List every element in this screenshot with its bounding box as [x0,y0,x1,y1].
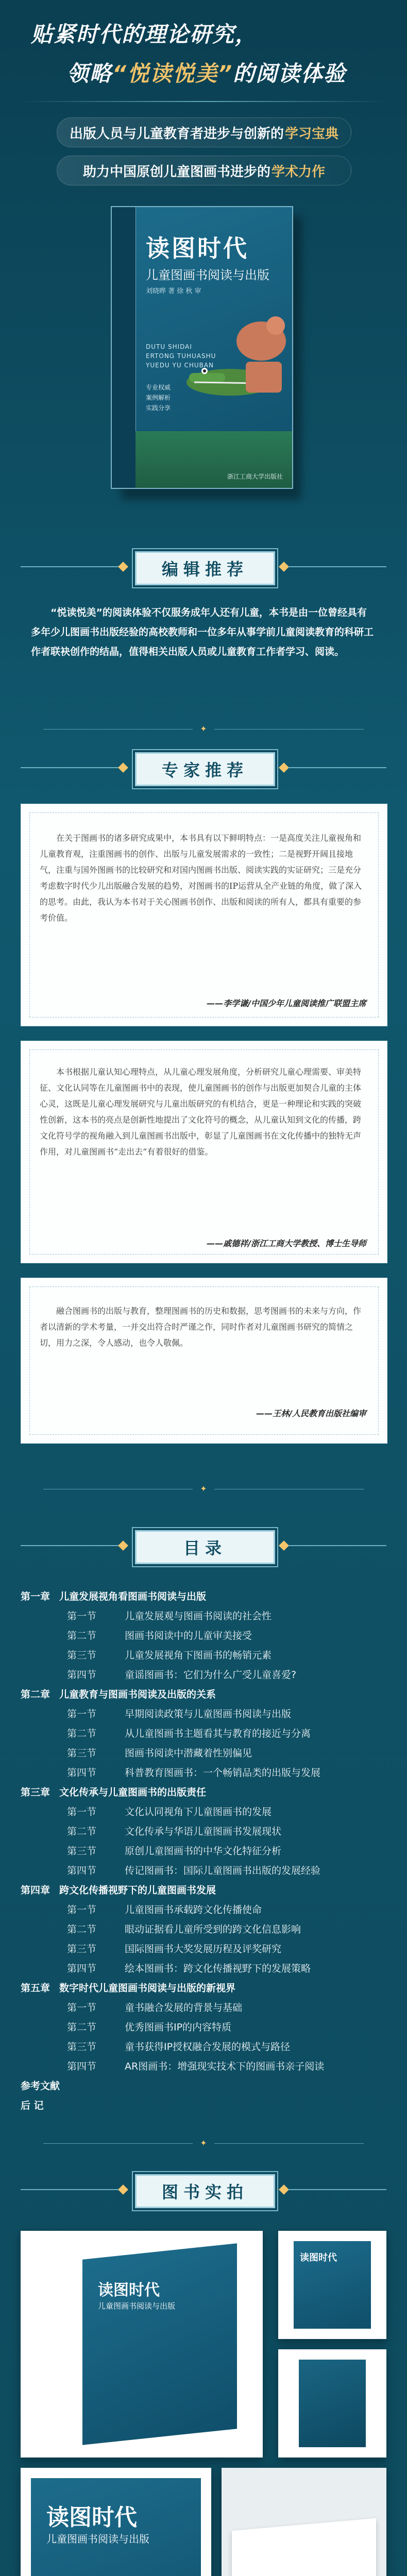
hero-headline-line1: 贴紧时代的理论研究， [31,22,258,47]
header-diamond-left [118,2184,128,2195]
photo-book-open [222,2468,386,2576]
toc-chapter [21,1783,386,1802]
photo-back-cover [299,2360,366,2447]
toc-title: 童谣图画书：它们为什么广受儿童喜爱? [125,1669,297,1681]
toc-number: 第四章 [21,1885,50,1896]
toc-chapter [21,2096,386,2115]
hero-tag-1-text: 出版人员与儿童教育者进步与创新的 [69,126,284,142]
hero-tag-1 [57,117,351,147]
toc-number: 第一节 [67,1904,97,1916]
toc-section [21,1939,386,1959]
toc-number: 第一节 [67,2002,97,2013]
toc-number: 第一节 [67,1708,97,1720]
header-line-left [21,566,118,567]
toc-number: 第一节 [67,1806,97,1818]
hero-headline-highlight: “悦读悦美” [112,61,233,86]
toc-number: 第二节 [67,1728,97,1739]
header-diamond-right [279,762,289,773]
toc-title: 原创儿童图画书的中华文化特征分析 [125,1845,282,1857]
book-subtitle: 儿童图画书阅读与出版 [146,268,269,282]
photo-cover [82,2243,237,2445]
hero-headline-line2 [67,57,346,88]
expert-quote-1: 在关于图画书的诸多研究成果中，本书具有以下鲜明特点：一是高度关注儿童视角和儿童教育观，注重图画书的创作、出版与儿童发展需求的一致性；二是视野开阔且接地气，注重与国外图画书的比较研究和对国内图画书出版、阅读实践的实证研究；三是充分考虑数字时代少儿出版融合发展的趋势，对图画书的IP运营从全产业链的角度，做了深入的思考。由此，我认为本书对于关心图画书创作、出版和阅读的所有人，都具有重要的参考价值。 [40,833,362,923]
toc-title: 文化传承与儿童图画书的出版责任 [59,1787,207,1798]
toc-title: AR图画书：增强现实技术下的图画书亲子阅读 [125,2061,325,2072]
open-pages [232,2518,376,2576]
book-badges [146,382,171,413]
toc-number: 第一节 [67,1611,97,1622]
toc-title: 传记图画书：国际儿童图画书出版的发展经验 [125,1865,321,1876]
photo-book-front [278,2231,386,2339]
toc-title: 文化认同视角下儿童图画书的发展 [125,1806,272,1818]
section-header-editor [0,546,407,587]
star-divider: ✦ [0,724,407,734]
header-diamond-right [279,562,289,572]
toc-title: 早期阅读政策与儿童图画书阅读与出版 [125,1708,292,1720]
hero-headline-pre: 领略 [67,61,113,86]
section-title-editor: 编辑推荐 [135,551,275,585]
toc-number: 第一章 [21,1591,50,1602]
toc-number: 第五章 [21,1982,50,1994]
toc-chapter [21,1685,386,1704]
section-title-expert: 专家推荐 [135,752,275,786]
toc-title: 儿童教育与图画书阅读及出版的关系 [59,1689,216,1700]
hero-headline-post: 的阅读体验 [233,61,347,86]
header-diamond-left [118,762,128,773]
toc-title: 儿童发展视角看图画书阅读与出版 [59,1591,207,1602]
toc-section [21,1822,386,1841]
photo-book-subtitle: 儿童图画书阅读与出版 [98,2301,176,2311]
expert-quote-3: 融合图画书的出版与教育，整理图画书的历史和数据，思考图画书的未来与方向，作者以清新的学术考量，一并交出符合时严谨之作，同时作者对儿童图画书研究的简情之切，用力之深，令人感动，也令人敬佩。 [40,1306,362,1348]
expert-card-2 [21,1041,387,1263]
toc-section [21,2037,386,2057]
header-line-left [21,1545,118,1546]
toc-title: 儿童发展视角下图画书的畅销元素 [125,1650,272,1661]
toc-title: 数字时代儿童图画书阅读与出版的新视界 [59,1982,236,1994]
toc-number: 第三节 [67,1748,97,1759]
toc-title: 优秀图画书IP的内容特质 [125,2022,232,2033]
book-badge-3: 实践分享 [146,404,171,412]
toc-number: 第二节 [67,2022,97,2033]
book-pinyin-1: DUTU SHIDAI [146,343,192,350]
toc-number: 第三节 [67,1943,97,1955]
book-publisher: 浙江工商大学出版社 [227,473,283,480]
header-diamond-right [279,1540,289,1551]
toc-section [21,1626,386,1646]
hero-tag-2-text: 助力中国原创儿童图画书进步的 [82,164,270,180]
toc-number: 第二节 [67,1826,97,1837]
toc-number: 第四节 [67,1669,97,1681]
header-line-left [21,767,118,768]
toc-number: 后 记 [21,2100,44,2111]
table-of-contents [21,1587,386,2115]
toc-number: 第四节 [67,1767,97,1778]
section-header-photos [0,2169,407,2210]
toc-chapter [21,1978,386,1998]
toc-section [21,1841,386,1861]
header-diamond-right [279,2184,289,2195]
toc-number: 第三章 [21,1787,50,1798]
photo-book-title-small: 读图时代 [300,2252,337,2263]
toc-title: 从儿童图画书主题看其与教育的接近与分离 [125,1728,311,1739]
toc-chapter [21,2076,386,2096]
expert-card-1 [21,804,387,1026]
header-diamond-left [118,1540,128,1551]
photo-book-back [278,2349,386,2458]
hero-tag-1-highlight: 学习宝典 [285,126,339,142]
star-divider: ✦ [0,1484,407,1494]
toc-title: 跨文化传播视野下的儿童图画书发展 [59,1885,216,1896]
toc-title: 儿童图画书承载跨文化传播使命 [125,1904,262,1916]
expert-signature-2: ——戚德祥/浙江工商大学教授、博士生导师 [207,1239,366,1248]
header-line-left [21,2189,118,2190]
expert-signature-1: ——李学谦/中国少年儿童阅读推广联盟主席 [207,998,366,1008]
book-pinyin-3: YUEDU YU CHUBAN [146,362,214,369]
book-badge-2: 案例解析 [146,394,171,401]
photo-book-angle [21,2231,263,2458]
toc-number: 第三节 [67,1650,97,1661]
toc-title: 图画书阅读中的儿童审美接受 [125,1630,252,1641]
toc-title: 国际图画书大奖发展历程及评奖研究 [125,1943,282,1955]
book-badge-1: 专业权威 [146,384,171,391]
toc-title: 图画书阅读中潜藏着性别偏见 [125,1748,252,1759]
toc-section [21,1743,386,1763]
photo-book-large [21,2468,211,2576]
expert-quote-2: 本书根据儿童认知心理特点，从儿童心理发展角度，分析研究儿童心理需要、审美特征、文化认同等在儿童图画书中的表现，使儿童图画书的创作与出版更加契合儿童的主体心灵，这既是儿童心理发展研究与儿童出版研究的有机结合，更是一种理论和实践的突破性创新，这本书的亮点是创新性地提出了文化符号的概念，从儿童认知到文化的传播，跨文化符号学的视角融入到儿童图画书出版中，彰显了儿童图画书在文化传播中的独特无声作用，对儿童图画书“走出去”有着很好的借鉴。 [40,1067,362,1157]
toc-chapter [21,1587,386,1606]
toc-number: 第二节 [67,1630,97,1641]
section-header-expert [0,747,407,788]
toc-number: 参考文献 [21,2080,60,2092]
header-diamond-left [118,562,128,572]
book-pinyin [146,342,216,370]
header-line-right [289,1545,386,1546]
book-spine [112,207,136,488]
toc-section [21,1920,386,1939]
toc-number: 第二章 [21,1689,50,1700]
photo-book-title: 读图时代 [98,2281,160,2299]
toc-number: 第四节 [67,1963,97,1974]
toc-section [21,1724,386,1743]
header-line-right [289,566,386,567]
toc-section [21,1665,386,1685]
hero-tag-2 [57,156,351,185]
section-title-toc: 目录 [135,1530,275,1564]
book-front [111,206,293,489]
toc-section [21,1900,386,1920]
toc-section [21,1959,386,1978]
toc-title: 儿童发展观与图画书阅读的社会性 [125,1611,272,1622]
toc-section [21,2057,386,2076]
header-line-right [289,767,386,768]
expert-signature-3: ——王林/人民教育出版社编审 [256,1409,366,1418]
book-title: 读图时代 [146,234,249,262]
toc-section [21,1998,386,2018]
section-title-photos: 图书实拍 [135,2174,275,2208]
toc-number: 第三节 [67,2041,97,2053]
section-header-toc [0,1525,407,1566]
header-line-right [289,2189,386,2190]
toc-number: 第二节 [67,1924,97,1935]
toc-section [21,1704,386,1724]
toc-number: 第三节 [67,1845,97,1857]
hero-divider [21,101,386,102]
photo-book-title-large: 读图时代 [46,2504,137,2531]
toc-title: 童书获得IP授权融合发展的模式与路径 [125,2041,291,2053]
toc-title: 童书融合发展的背景与基础 [125,2002,243,2013]
toc-section [21,1763,386,1783]
toc-number: 第四节 [67,1865,97,1876]
hero-tag-2-highlight: 学术力作 [272,164,326,180]
toc-section [21,2018,386,2037]
toc-title: 眼动证据看儿童所受到的跨文化信息影响 [125,1924,301,1935]
toc-number: 第四节 [67,2061,97,2072]
toc-chapter [21,1880,386,1900]
toc-section [21,1646,386,1665]
book-cover [111,206,296,495]
editor-recommendation-text: “悦读悦美”的阅读体验不仅服务成年人还有儿童，本书是由一位曾经具有多年少儿图画书出版经验的高校教师和一位多年从事学前儿童阅读教育的科研工作者联袂创作的结晶，值得相关出版人员或儿童教育工作者学习、阅读。 [31,607,374,657]
toc-section [21,1861,386,1880]
toc-title: 绘本图画书：跨文化传播视野下的发展策略 [125,1963,311,1974]
photo-book-subtitle-large: 儿童图画书阅读与出版 [46,2533,149,2545]
toc-title: 科普教育图画书：一个畅销品类的出版与发展 [125,1767,321,1778]
book-author: 刘晓晔 著 徐 秋 审 [146,287,201,295]
toc-title: 文化传承与华语儿童图画书发展现状 [125,1826,282,1837]
expert-card-3 [21,1278,387,1444]
toc-section [21,1802,386,1822]
toc-section [21,1606,386,1626]
book-pinyin-2: ERTONG TUHUASHU [146,352,216,360]
star-divider: ✦ [0,2138,407,2148]
